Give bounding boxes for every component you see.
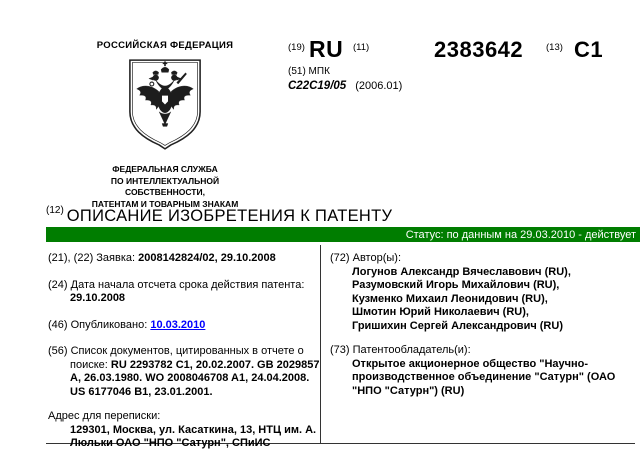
field-value: 2008142824/02, 29.10.2008 [138, 252, 276, 264]
ipc-code: C22C19/05 [288, 80, 347, 92]
publication-date-link[interactable]: 10.03.2010 [150, 318, 206, 331]
author-row: Кузменко Михаил Леонидович (RU), [352, 292, 548, 305]
field-start-date-value: 29.10.2008 [70, 292, 126, 304]
field-published [48, 319, 322, 333]
author-row: Логунов Александр Вячеславович (RU), [352, 265, 571, 278]
country-code: RU [309, 36, 344, 62]
status-text: Статус: по данным на 29.03.2010 - действует [405, 228, 636, 241]
field-label: (56) Список документов, цитированных в отчете о поиске: [48, 345, 304, 371]
code-13-label: (13) [546, 42, 563, 53]
header-center [72, 40, 258, 210]
author-row: Шмотин Юрий Николаевич (RU), [352, 306, 529, 318]
page-title: ОПИСАНИЕ ИЗОБРЕТЕНИЯ К ПАТЕНТУ [66, 207, 393, 225]
field-label: (46) Опубликовано: [48, 318, 151, 331]
field-label: (21), (22) Заявка: [48, 252, 139, 264]
authors-label: (72) Автор(ы): [330, 252, 401, 264]
code-11-label: (11) [353, 42, 370, 53]
coat-of-arms-icon [72, 56, 258, 157]
status-bar [46, 227, 640, 242]
doc-type-code: (12) [46, 205, 64, 216]
document-title [46, 205, 392, 226]
bibliographic-left-column [48, 246, 322, 450]
field-value: RU 2293782 C1, 20.02.2007. GB 2029857 A, 26.03.1980. WO 2008046708 A1, 24.04.2008. US 6177046 B1, 23.01.2001. [70, 358, 320, 398]
bibliographic-right-column [330, 246, 630, 398]
field-address-label: Адрес для переписки: [48, 410, 161, 422]
holder-label: (73) Патентообладатель(и): [330, 344, 471, 356]
field-cited-documents [48, 345, 322, 399]
field-application [48, 252, 322, 266]
author-row: Гришихин Сергей Александрович (RU) [352, 319, 563, 332]
ipc-version: (2006.01) [355, 80, 403, 92]
field-address-value: 129301, Москва, ул. Касаткина, 13, НТЦ им. А. Люльки ОАО "НПО "Сатурн", СПиИС [70, 423, 317, 449]
kind-code: C1 [574, 37, 604, 62]
ipc-section-label: (51) МПК [288, 66, 330, 77]
author-row: Разумовский Игорь Михайлович (RU), [352, 279, 560, 291]
holder-name: Открытое акционерное общество "Научно-производственное объединение "Сатурн" (ОАО "НПО "Сатурн") (RU) [352, 357, 616, 397]
patent-number: 2383642 [434, 37, 524, 62]
field-start-date-label: (24) Дата начала отсчета срока действия патента: [48, 278, 305, 291]
code-19-label: (19) [288, 42, 305, 53]
ipc-classification [288, 80, 402, 92]
agency-name: ФЕДЕРАЛЬНАЯ СЛУЖБА ПО ИНТЕЛЛЕКТУАЛЬНОЙ СОБСТВЕННОСТИ, ПАТЕНТАМ И ТОВАРНЫМ ЗНАКАМ [91, 164, 239, 209]
country-name: РОССИЙСКАЯ ФЕДЕРАЦИЯ [96, 40, 234, 51]
